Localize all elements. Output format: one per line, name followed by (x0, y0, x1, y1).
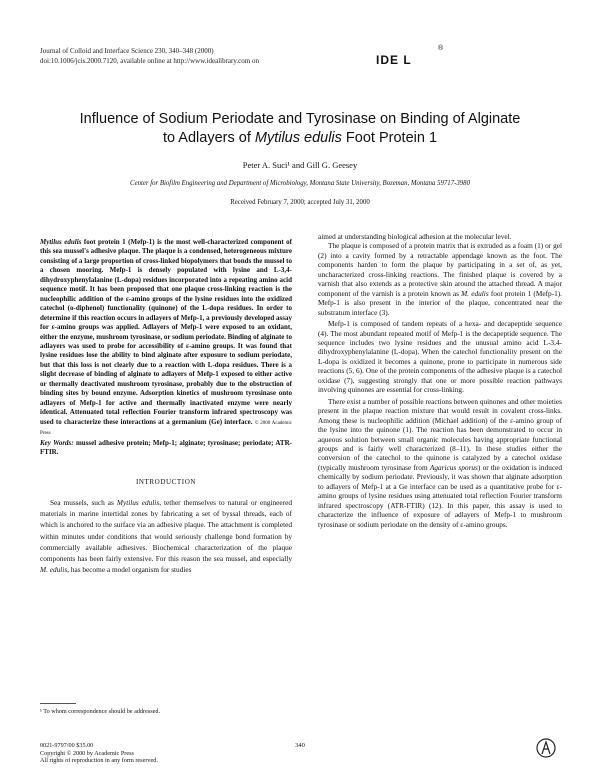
title-species: Mytilus edulis (254, 130, 342, 146)
received-dates: Received February 7, 2000; accepted July 31, 2000 (230, 199, 370, 206)
copyright-line: Copyright © 2000 by Academic Press (40, 749, 134, 757)
logo-text: IDE L (376, 53, 412, 67)
title-line-2 (40, 129, 560, 148)
keywords-label: Key Words: (40, 438, 74, 447)
authors: Peter A. Suci¹ and Gill G. Geesey (242, 160, 358, 170)
title-line-1: Influence of Sodium Periodate and Tyrosinase on Binding of Alginate (79, 111, 521, 127)
footnote: ¹ To whom correspondence should be addressed. (40, 708, 161, 715)
title-line-2-pre: to Adlayers of (162, 130, 255, 146)
article-title (40, 110, 560, 148)
abstract-body: foot protein 1 (Mefp-1) is the most well-characterized component of this sea mussel's adhesive plaque. The plaque is a condensed, heterogeneous mixture consisting of a large proportion of cross-linked biopolymers that bonds the mussel to a chosen mooring. Mefp-1 is densely populated with lysine and L-3,4-dihydroxyphenylalanine (L-dopa) residues incorporated into a repeating amino acid sequence motif. It has been proposed that one plaque cross-linking reaction is the nucleophilic addition of the ε-amino groups of the lysine residues into the oxidized catechol (o-diphenol) functionality (quinone) of the L-dopa residues. In order to determine if this reaction occurs in adlayers of Mefp-1, a previously developed assay for ε-amino groups was applied. Adlayers of Mefp-1 were exposed to an oxidant, either the enzyme, mushroom tyrosinase, or sodium periodate. Binding of alginate to adlayers was used to probe for accessibility of ε-amino groups. It was found that lysine residues lose the ability to bind alginate after exposure to sodium periodate, but that this loss is not clearly due to a reaction with L-dopa residues. There is a slight decrease of binding of alginate to adlayers of Mefp-1 exposed to either active or thermally deactivated mushroom tyrosinase, probably due to the obstruction of binding sites by bound enzyme. Adsorption kinetics of mushroom tyrosinase onto adlayers of Mefp-1 for active and thermally inactivated enzyme were nearly identical. Attenuated total reflection Fourier transform infrared spectroscopy was used to characterize these interactions at a germanium (Ge) interface. (40, 238, 292, 426)
abstract-text (40, 238, 292, 439)
p4-a: There exist a number of possible reactions between quinones and other moieties present in the plaque reaction mixture that would result in covalent cross-links. Among these is nucleophilic addition (Michael addition) of the ε-amino group of the lysine into the quinone (1). The reaction has been demonstrated to occur in aqueous solution between small organic molecules having appropriate functional groups and is fairly well characterized (8–11). In these studies either the conversion of the catechol to the quinone is catalyzed by a catechol oxidase (typically mushroom tyrosinase from (318, 396, 562, 472)
footnote-rule (40, 703, 76, 704)
logo-mark: ® (438, 45, 444, 52)
abstract (40, 238, 292, 457)
keywords-list: mussel adhesive protein; Mefp-1; alginate; tyrosinase; periodate; ATR-FTIR. (40, 438, 292, 456)
page-number: 340 (295, 742, 305, 749)
academic-press-logo (536, 736, 556, 760)
abstract-copyright: © 2000 Academic Press (40, 420, 292, 437)
intro-p1-c: , has become a model organism for studies (67, 565, 192, 575)
right-continuation: aimed at understanding biological adhesion at the molecular level. (318, 232, 512, 241)
intro-species-1: Mytilus edulis (116, 498, 160, 507)
ideal-logo (376, 43, 456, 67)
p2-b: foot protein 1 (Mefp-1). Mefp-1 is also present in the interior of the plaque, concentrated near the substratum interface (3). (318, 288, 562, 317)
issn-price: 0021-9797/00 $35.00 (40, 742, 94, 749)
section-heading-introduction: INTRODUCTION (135, 478, 197, 486)
intro-p1-a: Sea mussels, such as (50, 498, 117, 507)
intro-species-2: M. edulis (40, 565, 68, 575)
p2-species: M. edulis (461, 288, 489, 298)
affiliation: Center for Biofilm Engineering and Department of Microbiology, Montana State University, Bozeman, Montana 59717-3980 (130, 180, 470, 187)
publisher-info (40, 742, 158, 765)
keywords (40, 439, 292, 458)
right-paragraph-4 (318, 397, 562, 529)
right-paragraph-3: Mefp-1 is composed of tandem repeats of a hexa- and decapeptide sequence (4). The most abundant repeated motif of Mefp-1 is the decapeptide sequence. The sequence includes two lysine residues and the unusual amino acid L-3,4-dihydroxyphenylalanine (L-dopa). When the catechol functionality present on the L-dopa is oxidized it becomes a quinone, prone to participate in numerous side reactions (5, 6). One of the protein components of the adhesive plaque is a catechol oxidase (7), suggesting strongly that one or more possible reaction pathways involving quinones are essential for cross-linking. (318, 319, 562, 395)
abstract-species: Mytilus edulis (40, 238, 82, 246)
p4-b: ) or the oxidation is induced chemically by sodium periodate. Previously, it was shown that alginate adsorption to adlayers of Mefp-1 at a Ge interface can be used as a quantitative probe for ε-amino groups of lysine residues using attenuated total reflection Fourier transform infrared spectroscopy (ATR-FTIR) (12). In this paper, this assay is used to characterize the influence of exposure of adlayers of Mefp-1 to mushroom tyrosinase or sodium periodate on the density of ε-amino groups. (318, 462, 562, 529)
journal-line-2: doi:10.1006/jcis.2000.7120, available online at http://www.idealibrary.com on (40, 56, 259, 65)
journal-line-1: Journal of Colloid and Interface Science 230, 340–348 (2000) (40, 47, 214, 55)
p4-species: Agaricus sporus (429, 462, 478, 472)
title-line-2-post: Foot Protein 1 (341, 130, 438, 146)
right-paragraph-2 (318, 241, 562, 317)
journal-citation (40, 47, 350, 66)
intro-paragraph (40, 497, 292, 575)
intro-p1-b: , tether themselves to natural or engineered materials in marine intertidal zones by fabricating a set of byssal threads, each of which is anchored to the surface via an adhesive plaque. The attachment is completed within minutes under conditions that would seriously challenge bond formation by commercially available adhesives. Biochemical characterization of the plaque components has been fairly extensive. For this reason the sea mussel, and especially (40, 498, 292, 564)
introduction-text (40, 497, 292, 575)
p2-a: The plaque is composed of a protein matrix that is extruded as a foam (1) or gel (2) into a cavity formed by a retractable appendage known as the foot. The components harden to form the plaque by participating in a set of, as yet, uncharacterized cross-linking reactions. The finished plaque is covered by a varnish that also extends as a protective skin around the attached thread. A major component of the varnish is a protein known as (318, 241, 562, 298)
right-column (318, 232, 562, 529)
rights-line: All rights of reproduction in any form reserved. (40, 757, 158, 765)
